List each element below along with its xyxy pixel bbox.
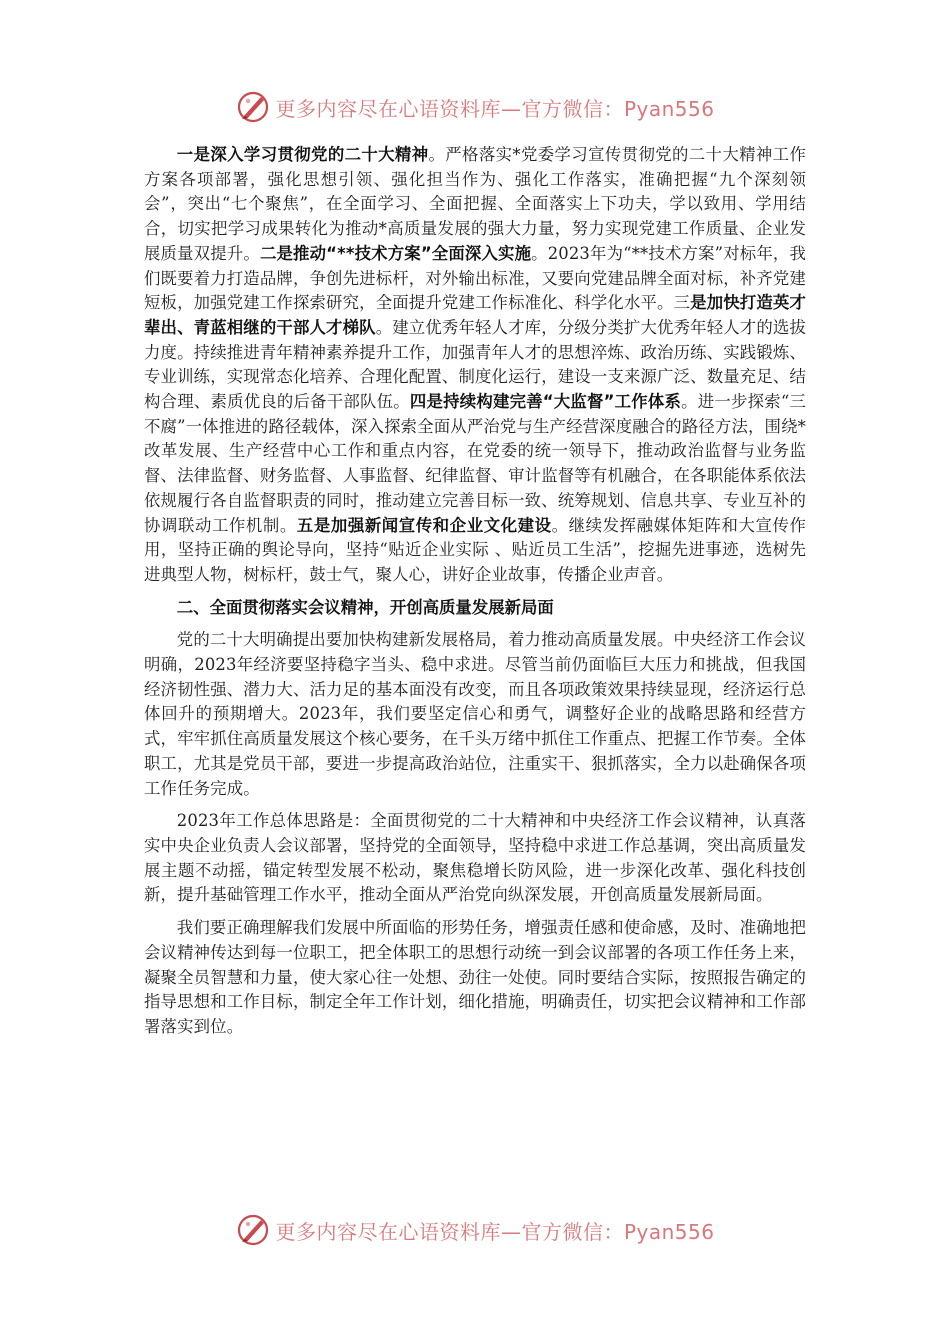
text-3: 。建立优秀年轻人才库，分级分类扩大优秀年轻人才的选拔力度。持续推进青年精神素养提升工作，加强青年人才的思想淬炼、政治历练、实践锻炼、专业训练，实现常态化培养、合理化配置、制度化运行，建设一支来源广泛、数量充足、结构合理、素质优良的后备干部队伍。 <box>144 317 806 412</box>
text-4: 。进一步探索“三不腐”一体推进的路径载体，深入探索全面从严治党与生产经营深度融合的路径方法，围绕*改革发展、生产经营中心工作和重点内容，在党委的统一领导下，推动政治监督与业务监督、法律监督、财务监督、人事监督、纪律监督、审计监督等有机融合，在各职能体系依法依规履行各自监督职责的同时，推动建立完善目标一致、统筹规划、信息共享、专业互补的协调联动工作机制。 <box>144 392 806 535</box>
text-5: 。继续发挥融媒体矩阵和大宣传作用，坚持正确的舆论导向，坚持“贴近企业实际 、贴近员工生活”，挖掘先进事迹，选树先进典型人物，树标杆，鼓士气，聚人心，讲好企业故事，传播企业声音。 <box>144 515 807 584</box>
pen-logo-icon <box>235 1212 271 1248</box>
paragraph-implementation: 我们要正确理解我们发展中所面临的形势任务，增强责任感和使命感，及时、准确地把会议精神传达到每一位职工，把全体职工的思想行动统一到会议部署的各项工作任务上来，凝聚全员智慧和力量，使大家心往一处想、劲往一处使。同时要结合实际，按照报告确定的指导思想和工作目标，制定全年工作计划，细化措施，明确责任，切实把会议精神和工作部署落实到位。 <box>144 918 806 1036</box>
text-1: 。严格落实*党委学习宣传贯彻党的二十大精神工作方案各项部署，强化思想引领、强化担当作为、强化工作落实，准确把握“九个深刻领会”，突出“七个聚焦”，在全面学习、全面把握、全面落实上下功夫，学以致用、学用结合，切实把学习成果转化为推动*高质量发展的强大力量，努力实现党建工作质量、企业发展质量双提升。 <box>144 145 806 263</box>
watermark-text: 更多内容尽在心语资料库—官方微信：Pyan556 <box>275 1219 715 1244</box>
document-body <box>144 143 806 1040</box>
paragraph-economy: 党的二十大明确提出要加快构建新发展格局，着力推动高质量发展。中央经济工作会议明确，2023年经济要坚持稳字当头、稳中求进。尽管当前仍面临巨大压力和挑战，但我国经济韧性强、潜力大、活力足的基本面没有改变，而且各项政策效果持续显现，经济运行总体回升的预期增大。2023年，我们要坚定信心和勇气，调整好企业的战略思路和经营方式，牢牢抓住高质量发展这个核心要务，在千头万绪中抓住工作重点、把握工作节奏。全体职工，尤其是党员干部，要进一步提高政治站位，注重实干、狠抓落实，全力以赴确保各项工作任务完成。 <box>144 630 806 798</box>
watermark-banner-bottom <box>0 1210 950 1250</box>
highlight-3: 是加快打造英才辈出、青蓝相继的干部人才梯队 <box>144 293 806 337</box>
highlight-2: 二是推动“**技术方案”全面深入实施 <box>259 243 532 263</box>
section-heading: 二、全面贯彻落实会议精神，开创高质量发展新局面 <box>176 597 554 617</box>
paragraph-key-tasks <box>144 143 806 588</box>
highlight-4: 四是持续构建完善“大监督”工作体系 <box>409 392 682 412</box>
paragraph-overall-approach: 2023年工作总体思路是：全面贯彻党的二十大精神和中央经济工作会议精神，认真落实中央企业负责人会议部署，坚持党的全面领导，坚持稳中求进工作总基调，突出高质量发展主题不动摇，锚定转型发展不松动，聚焦稳增长防风险，进一步深化改革、强化科技创新，提升基础管理工作水平，推动全面从严治党向纵深发展，开创高质量发展新局面。 <box>144 811 806 905</box>
pen-logo-icon <box>235 89 271 125</box>
text-2: 。2023年为“**技术方案”对标年，我们既要着力打造品牌，争创先进标杆，对外输出标准，又要向党建品牌全面对标，补齐党建短板，加强党建工作探索研究，全面提升党建工作标准化、科学化水平。三 <box>144 243 806 313</box>
highlight-1: 一是深入学习贯彻党的二十大精神 <box>176 145 429 164</box>
watermark-banner-top <box>0 87 950 127</box>
highlight-5: 五是加强新闻宣传和企业文化建设 <box>296 515 552 535</box>
watermark-text: 更多内容尽在心语资料库—官方微信：Pyan556 <box>275 96 715 121</box>
